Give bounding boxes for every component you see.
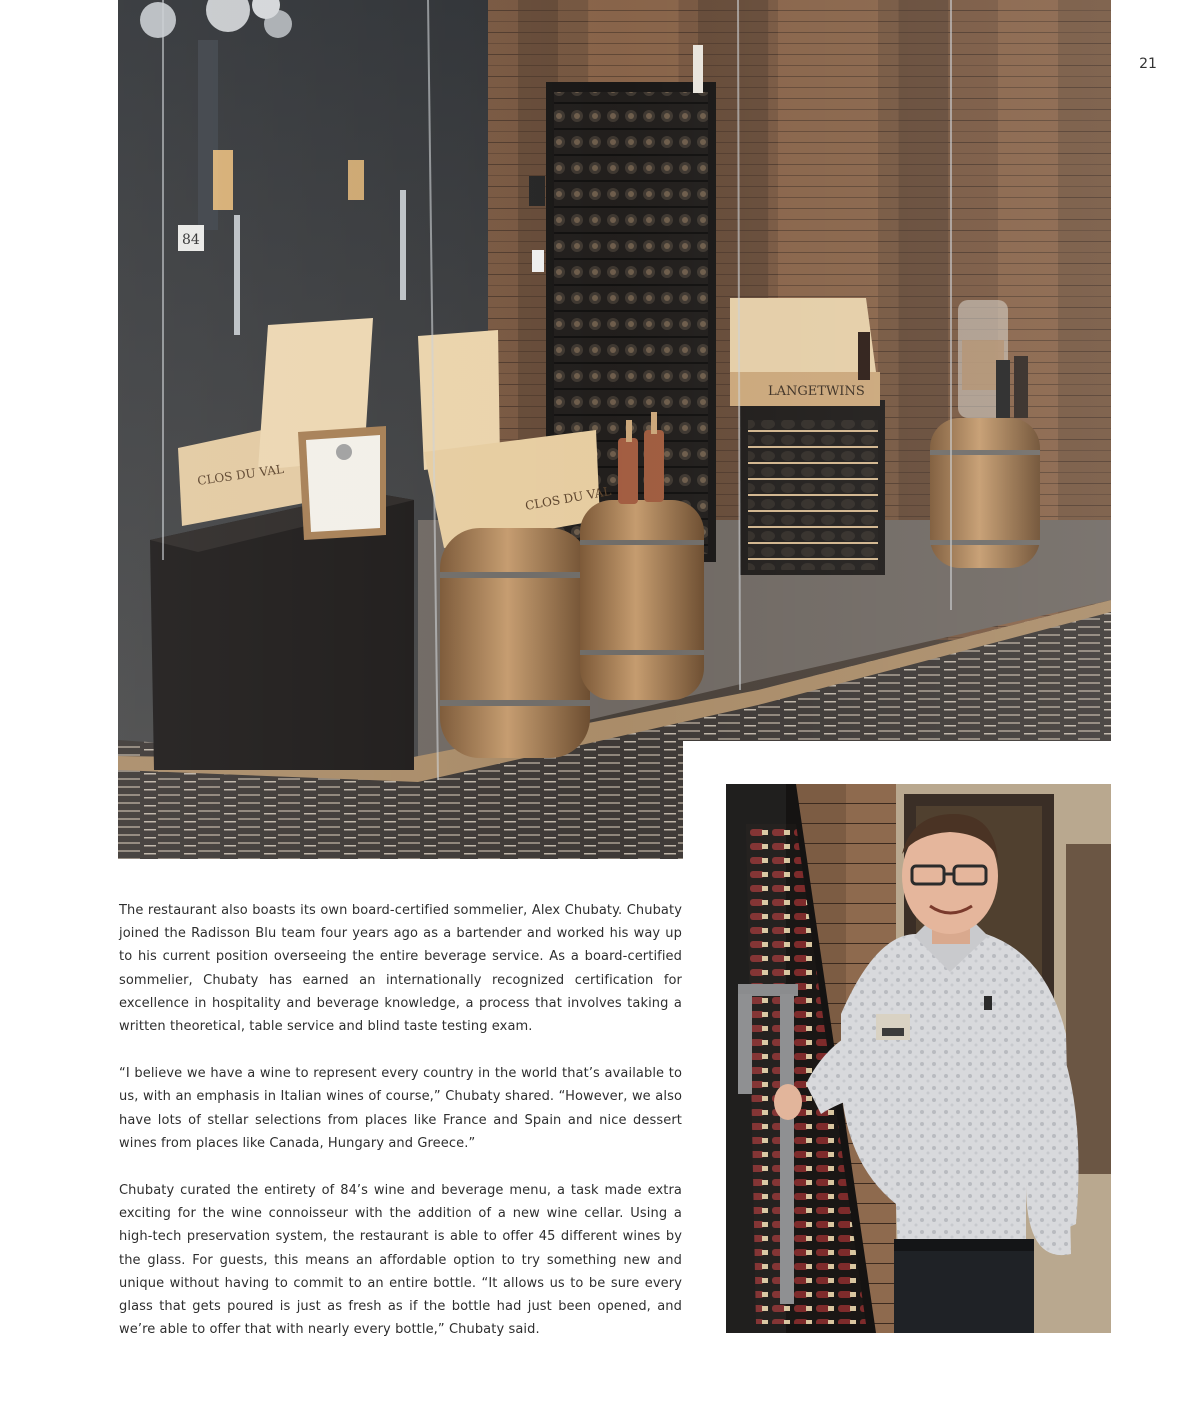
article-paragraph-2: “I believe we have a wine to represent every country in the world that’s available to us, with an emphasis in Italian wines of course,” Chubaty shared. “However, we also have lots of stellar selections from places like France and Spain and nice dessert wines from places like Canada, Hungary and Greece.” xyxy=(119,1066,682,1151)
sommelier-portrait-photo xyxy=(726,784,1111,1333)
page-number: 21 xyxy=(1139,56,1157,72)
article-body xyxy=(119,899,682,1365)
wine-cellar-photo xyxy=(118,0,1111,859)
article-paragraph-3: Chubaty curated the entirety of 84’s wine and beverage menu, a task made extra exciting for the wine connoisseur with the addition of a new wine cellar. Using a high-tech preservation system, the restaurant is able to offer 45 different wines by the glass. For guests, this means an affordable option to try something new and unique without having to commit to an entire bottle. “It allows us to be sure every glass that gets poured is just as fresh as if the bottle had just been opened, and we’re able to offer that with nearly every bottle,” Chubaty said. xyxy=(119,1183,682,1338)
article-paragraph-1: The restaurant also boasts its own board-certified sommelier, Alex Chubaty. Chubaty joined the Radisson Blu team four years ago as a bartender and worked his way up to his current position overseeing the entire beverage service. As a board-certified sommelier, Chubaty has earned an internationally recognized certification for excellence in hospitality and beverage knowledge, a process that involves taking a written theoretical, table service and blind taste testing exam. xyxy=(119,903,682,1035)
